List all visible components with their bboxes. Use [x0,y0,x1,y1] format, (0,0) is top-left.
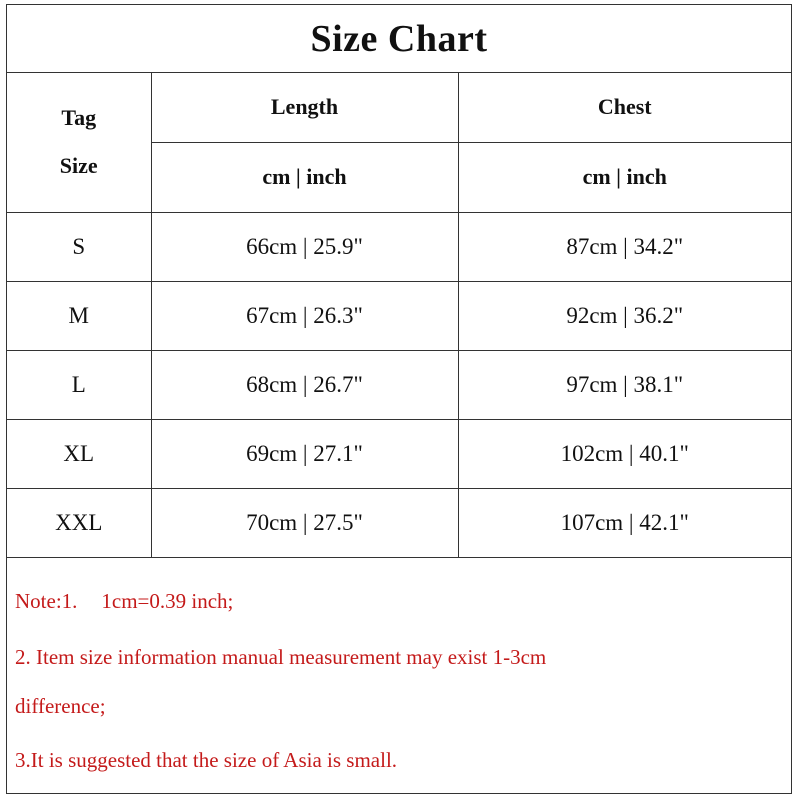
tag-header-line1: Tag [61,105,97,131]
note-1 [15,589,233,614]
chest-cell: 92cm | 36.2" [458,281,791,350]
note-1-prefix: Note:1. [15,589,78,613]
chest-cell: 107cm | 42.1" [458,488,791,557]
tag-size-header [7,73,151,212]
length-cell: 68cm | 26.7" [151,350,458,419]
chest-cell: 97cm | 38.1" [458,350,791,419]
size-table [7,73,791,558]
size-cell: XXL [7,488,151,557]
chest-cell: 87cm | 34.2" [458,212,791,281]
header-row [7,73,791,142]
chest-unit: cm | inch [458,142,791,212]
note-2-line1: 2. Item size information manual measurement may exist 1-3cm [15,645,547,669]
table-row [7,419,791,488]
size-chart [6,4,792,794]
length-cell: 70cm | 27.5" [151,488,458,557]
table-row [7,212,791,281]
chest-cell: 102cm | 40.1" [458,419,791,488]
chart-title: Size Chart [7,5,791,73]
tag-header-line2: Size [59,153,98,179]
length-cell: 69cm | 27.1" [151,419,458,488]
notes-section [7,561,791,793]
length-cell: 66cm | 25.9" [151,212,458,281]
note-1-text: 1cm=0.39 inch; [101,589,234,613]
table-row [7,350,791,419]
length-cell: 67cm | 26.3" [151,281,458,350]
note-2-line2: difference; [15,694,106,718]
table-row [7,488,791,557]
note-3: 3.It is suggested that the size of Asia is small. [15,748,398,772]
table-row [7,281,791,350]
size-cell: M [7,281,151,350]
chest-header: Chest [458,73,791,142]
length-unit: cm | inch [151,142,458,212]
size-cell: L [7,350,151,419]
size-cell: S [7,212,151,281]
size-cell: XL [7,419,151,488]
length-header: Length [151,73,458,142]
